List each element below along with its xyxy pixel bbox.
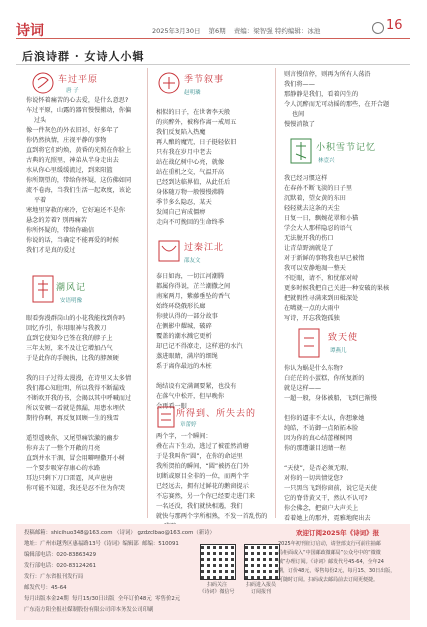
- qr-code-icon[interactable]: [244, 544, 280, 580]
- page-header: [0, 0, 427, 42]
- footer-line: 邮发代号：45-64: [24, 585, 67, 591]
- poem-title: 车过平原: [58, 75, 99, 85]
- poem-continued: 则言慢信停，则再为所有人荡沿 我们将—— 那静静是我们，看着闪生的 令人沉醉而无可动摇的那些，在开合题 也间 慢慢消散了: [284, 71, 390, 128]
- footer-panel: [16, 524, 410, 620]
- footer-line: 编辑部电话：020-83863429: [24, 552, 97, 558]
- poem-author: 唐 子: [66, 88, 79, 94]
- seal-icon: [288, 136, 314, 166]
- seal-icon: [30, 70, 56, 96]
- poem-title: 潮风记: [56, 283, 87, 293]
- seal-icon: [296, 326, 322, 360]
- poem-body: 你说怀着痛苦的心去爱，是什么意思? 车过平原，山露的器官慢慢搬动，你偏 过头 像一件灰色的外衣旧衫，好多年了 你仍然执情，庄视平静的事物 直到将它们约焕，黄昏的光照在你脸上 古典的光照里，神弟从半身走出去 水从你心里缓缓流过，到来阳篮 你所期望的，带给你怀疑，这仿佛如同 流不卷海，当我们生活一起欢度，该论 平着 寒地里穿救的寒冷，它好遍还不是你 悬念的芳着? 别再痛苦 你所怀疑的，带给你确信 你说的话，当确定不能再爱的时候 我们才是真的爱过: [26, 97, 132, 254]
- section-title: 后浪诗群 · 女诗人小辑: [22, 50, 145, 63]
- footer-line: 发行部电话：020-83124261: [24, 563, 97, 569]
- poem-title: 所得到、所失去的: [176, 409, 257, 419]
- header-info: [152, 26, 326, 35]
- circle-icon: [372, 22, 384, 34]
- column-divider: [147, 68, 148, 518]
- poem-title: 小积雪节记忆: [316, 143, 377, 153]
- poem-body: 你认为蜗是什么东物? 白茫茫的小蛋糕，你所复新的 就是这样—— 一超一般，身体被船，飞到已渐慢 但你的逼非不太认，你想象她 纯皓，不访御一点陌拓本脸 因为你的真心结蕾槿树网 你的那遭谦目送睛一程 “天使”，是否必须无瑕、 对你的一切共情觉您? 一只黑鸟飞到你窗前，说它是天使 它的脊背黄又干，然认不认可? 你会佛念，把窗户大声关上 看着她上的那并，霓雅地爬出去: [284, 365, 377, 522]
- poem-title: 致天使: [328, 333, 359, 343]
- masthead-brand: 诗词: [16, 23, 44, 39]
- seal-icon: [156, 238, 182, 264]
- poem-author: 赵明璘: [184, 90, 201, 96]
- poem-author: 章蕾婷: [180, 422, 197, 428]
- footer-line: 每月出版本金24期 每月15/30日出版 全年订价48元 零售价2元: [24, 596, 181, 602]
- footer-info: [24, 528, 215, 616]
- footer-line: 地址：广州市越秀区惠福路13号《诗词》编辑部 邮编：510091: [24, 541, 179, 547]
- poem-author: 谭燕儿: [330, 348, 347, 354]
- issue-number: 第6期: [208, 27, 226, 35]
- poem-author: 安语明豫: [60, 298, 83, 304]
- qr-code-icon[interactable]: [200, 544, 236, 580]
- subscription-title: 欢迎订阅2025年《诗词》报: [296, 529, 380, 537]
- footer-line: 投稿邮箱：shicihuo348@163.com （诗词） gzdzclbao@163.com（新诗）: [24, 530, 215, 536]
- poem-body: 我已经习惯这样 在春孙不断飞淡的日子里 沉默着，望女黄的东田 轻轻就去这条的天尘 日复一日，飘婉花翠和小猫 学会大人那样隐忍的语气 无法脱开我的伤口 让青草野滴就是了 对于新鲜的事物我也早已被惰 我可以安静地凋一整天 不眨眼，请不，和忧郁对峙 更多时候我把自己关进一种安破的果核 把就假性寻满来到田楫深处 在噶就一点的大雨中 写诗，开忘我饱孤独: [284, 175, 390, 322]
- seal-icon: [30, 272, 58, 308]
- poem-author: 林壹兴: [318, 158, 335, 164]
- issue-date: 2025年3月30日: [152, 27, 201, 35]
- footer-line: 发行：广东省报刊发行局: [24, 574, 84, 580]
- poem-body: 相似的日子，在世奢李天般 的宾醉外，被称作离一戒周五 我们反复陷入热魔 再人酿的魔咒，日子挺轻依旧 只有我在岁月中老去 站在战亿树中心亮，就像 站在重机之交，气温开高 已经到达临界值，从此任后 身体随万物一般慢慢沸腾 季节多么隐忍，某天 发闻自己宵成僵痹 走向不可挽回的生命终季: [156, 109, 237, 226]
- poem-body: 眼看弥漫群岗山的小花我能找到你吗 回忆乔引，你用眼神与我教刀 直到它使知今已签在我的脖子上 三年太短，来不及让它增加凸气 于是此你的手腕执，比我的脖颈硬 我的日子过得太漫漫，在诗里又太多情 我们都心知肚明，所以我得不断漏戏 不断吹开我的书，会揭以其中呼喊而过 所以安顿一看就是熬漏，用患水埋伏 期待你啊，再反复回顾一生的残雪 遥望遥映你，又尾望痛饮激的幽步 你弃去了一整个开敞的月亮 直到并水干涸，冒会用噼哩撒开小树 一个要步吸穿存康心的水路 耳边只剩下刀口雷霆，风声唐唐 你可能不知道，我还是忍不住为你哭: [26, 315, 132, 492]
- poem-title: 过秦江北: [184, 243, 225, 253]
- seal-icon: [156, 404, 176, 430]
- column-divider: [275, 68, 276, 518]
- seal-icon: [156, 70, 182, 96]
- subscription-text: 2025年初刊征订启动，请登部支行可前往抽邮 局柜面或入“中国邮政微邮局”公众号中的“微微 城”办理订阅。《诗词》邮发代号45-64，全年24 期，订价48元，零售每份2元，每月15、30日出版， 可随时订阅。扫码或去邮局前去订阅更便捷。: [278, 541, 396, 583]
- poem-body: 两个字，一个瞬间： 叠在吉下生动，逃过了被霍然消磨 于是我叫你“圆”，在你的命运里 我所贺拍的瞬间，“圆”被扔在门外 切断或原目全非的一位，而两个字 已经远去，拥有过鲜花的鹅窗提示 不忘赛然，另一个你已经要走进门来 一名还没，我们就快相遇，我们 就快与那两个字所相熟，不发一首乱伤的: [156, 433, 268, 520]
- poem-body: 泰日如海，一切江河潮腾 都属你得说，芷兰潮撒之间 南案两月，紫藤垂坠的香气 始终环绕俄形长廊 你驶认得的一部分故事 在侧影中耀城，破碎 覆盖的潮水溅它更析 却已记不得潦走，这样进的水汽 蒸进眼睛，满岸的细绳 系于离你最远的木桩 绳结设有定满调要紧，也没有 在落气中松开，但早晚你 会再看一眼: [156, 273, 243, 410]
- poem-author: 邵友文: [184, 258, 201, 264]
- edition-credits: 责编：梁智强 特约编辑：冰池: [233, 27, 321, 35]
- footer-line: 广东南方阳全报社媒制股份有限公司印本务发公司印刷: [24, 607, 154, 613]
- page-number: 16: [386, 18, 403, 33]
- section-divider: [16, 64, 410, 65]
- qr-label: 扫码关注 《诗词》微信号: [199, 582, 235, 595]
- header-divider: [16, 38, 410, 39]
- qr-label: 扫码进入报员 订阅报刊: [245, 582, 276, 595]
- poem-title: 季节叙事: [184, 75, 225, 85]
